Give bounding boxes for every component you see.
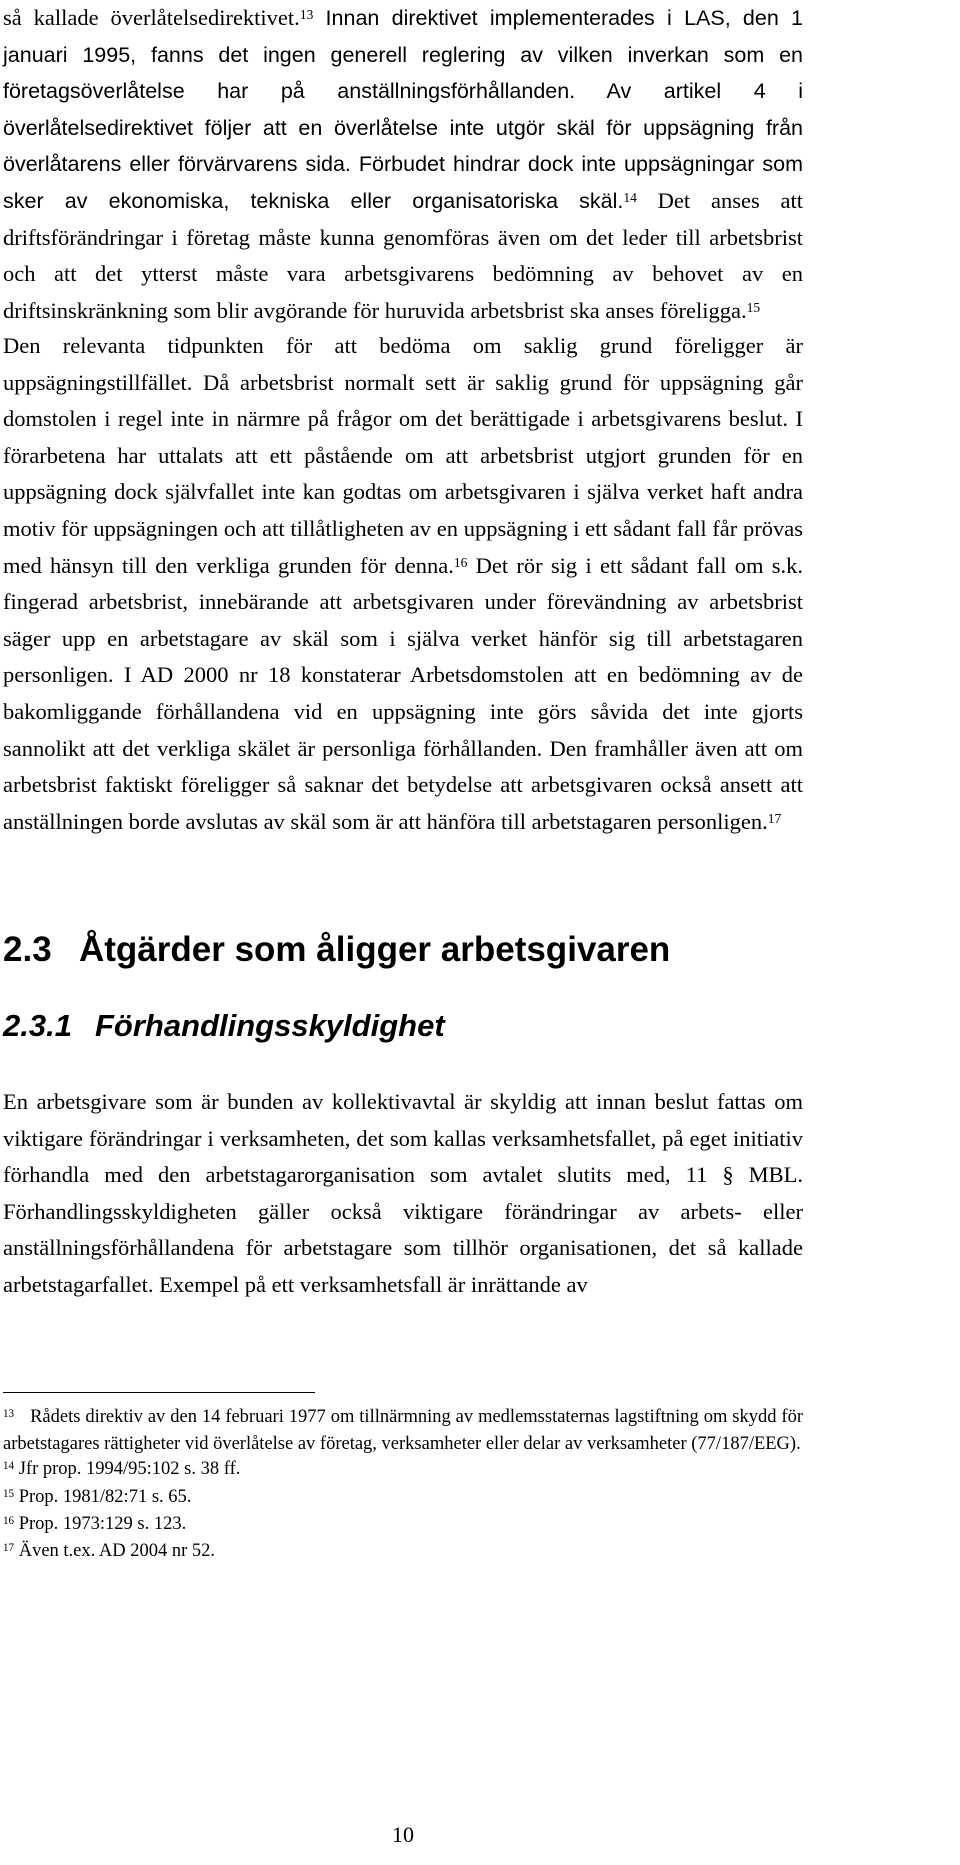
footnote-number: 17 bbox=[3, 1542, 15, 1555]
footnote-number: 14 bbox=[3, 1460, 15, 1473]
footnote-17 bbox=[3, 1539, 803, 1566]
paragraph-text: Den relevanta tidpunkten för att bedöma om saklig grund föreligger är uppsägningstillfället. Då arbetsbrist normalt sett är saklig grund för uppsägning går domstolen i regel inte in närmre på frågor om det berättigade i arbetsgivarens beslut. I förarbetena har uttalats att ett påstående om att arbetsbrist utgjort grunden för en uppsägning dock självfallet inte kan godtas om arbetsgivaren i själva verket haft andra motiv för uppsägningen och att tillåtligheten av en uppsägning i ett sådant fall får prövas med hänsyn till den verkliga grunden för denna. bbox=[3, 333, 803, 578]
footnote-text: Även t.ex. AD 2004 nr 52. bbox=[18, 1541, 216, 1562]
footnote-16 bbox=[3, 1512, 803, 1539]
body-paragraph-3: En arbetsgivare som är bunden av kollektivavtal är skyldig att innan beslut fattas om viktigare förändringar i verksamheten, det som kallas verksamhetsfallet, på eget initiativ förhandla med den arbetstagarorganisation som avtalet slutits med, 11 § MBL. Förhandlingsskyldigheten gäller också viktigare förändringar av arbets- eller anställningsförhållandena för arbetstagare som tillhör organisationen, det så kallade arbetstagarfallet. Exempel på ett verksamhetsfall är inrättande av bbox=[3, 1089, 803, 1297]
footnote-13 bbox=[3, 1405, 803, 1457]
footnote-text: Rådets direktiv av den 14 februari 1977 om tillnärmning av medlemsstaternas lagstiftning om skydd för arbetstagares rättigheter vid överlåtelse av företag, verksamheter eller delar av verksamheter (77/187/EEG). bbox=[3, 1407, 803, 1455]
subsection-heading bbox=[3, 1006, 445, 1046]
body-paragraph-1 bbox=[3, 0, 803, 329]
footnote-14 bbox=[3, 1457, 803, 1484]
footnotes bbox=[3, 1405, 803, 1566]
footnote-separator bbox=[3, 1392, 315, 1393]
paragraph-text: så kallade överlåtelsedirektivet. bbox=[3, 5, 300, 30]
footnote-text: Prop. 1973:129 s. 123. bbox=[18, 1513, 187, 1534]
subsection-title: Förhandlingsskyldighet bbox=[95, 1008, 445, 1043]
paragraph-text: Innan direktivet implementerades i LAS, den 1 januari 1995, fanns det ingen generell reglering av vilken inverkan som en företagsöverlåtelse har på anställningsförhållanden. Av artikel 4 i överlåtelsedirektivet följer att en överlåtelse inte utgör skäl för uppsägning från överlåtarens eller förvärvarens sida. Förbudet hindrar dock inte uppsägningar som sker av ekonomiska, tekniska eller organisatoriska skäl. bbox=[3, 6, 804, 213]
body-paragraph-2 bbox=[3, 328, 803, 840]
page-number: 10 bbox=[392, 1822, 414, 1847]
footnote-text: Jfr prop. 1994/95:102 s. 38 ff. bbox=[18, 1459, 241, 1480]
footnote-reference-16[interactable]: 16 bbox=[453, 554, 468, 570]
footnote-reference-15[interactable]: 15 bbox=[746, 299, 761, 315]
paragraph-text: Det rör sig i ett sådant fall om s.k. fingerad arbetsbrist, innebärande att arbetsgivaren under förevändning av arbetsbrist säger upp en arbetstagare av skäl som i själva verket hänför sig till arbetstagaren personligen. I AD 2000 nr 18 konstaterar Arbetsdomstolen att en bedömning av de bakomliggande förhållandena vid en uppsägning inte görs såvida det inte gjorts sannolikt att det verkliga skälet är personliga förhållanden. Den framhåller även att om arbetsbrist faktiskt föreligger så saknar det betydelse att arbetsgivaren också ansett att anställningen borde avslutas av skäl som är att hänföra till arbetstagaren personligen. bbox=[3, 552, 803, 834]
footnote-number: 13 bbox=[3, 1408, 15, 1421]
subsection-number: 2.3.1 bbox=[3, 1008, 72, 1043]
footnote-reference-14[interactable]: 14 bbox=[623, 189, 637, 205]
footnote-text: Prop. 1981/82:71 s. 65. bbox=[18, 1486, 192, 1507]
footnote-number: 15 bbox=[3, 1487, 15, 1500]
section-heading bbox=[3, 928, 670, 972]
footnote-15 bbox=[3, 1485, 803, 1512]
paragraph-text: Det anses att driftsförändringar i företag måste kunna genomföras även om det leder till arbetsbrist och att det ytterst måste vara arbetsgivarens bedömning av behovet av en driftsinskränkning som blir avgörande för huruvida arbetsbrist ska anses föreligga. bbox=[3, 187, 803, 323]
footnote-reference-13[interactable]: 13 bbox=[299, 6, 314, 22]
footnote-number: 16 bbox=[3, 1514, 15, 1527]
footnote-reference-17[interactable]: 17 bbox=[767, 810, 782, 826]
section-number: 2.3 bbox=[3, 930, 52, 969]
section-title: Åtgärder som åligger arbetsgivaren bbox=[79, 930, 671, 969]
